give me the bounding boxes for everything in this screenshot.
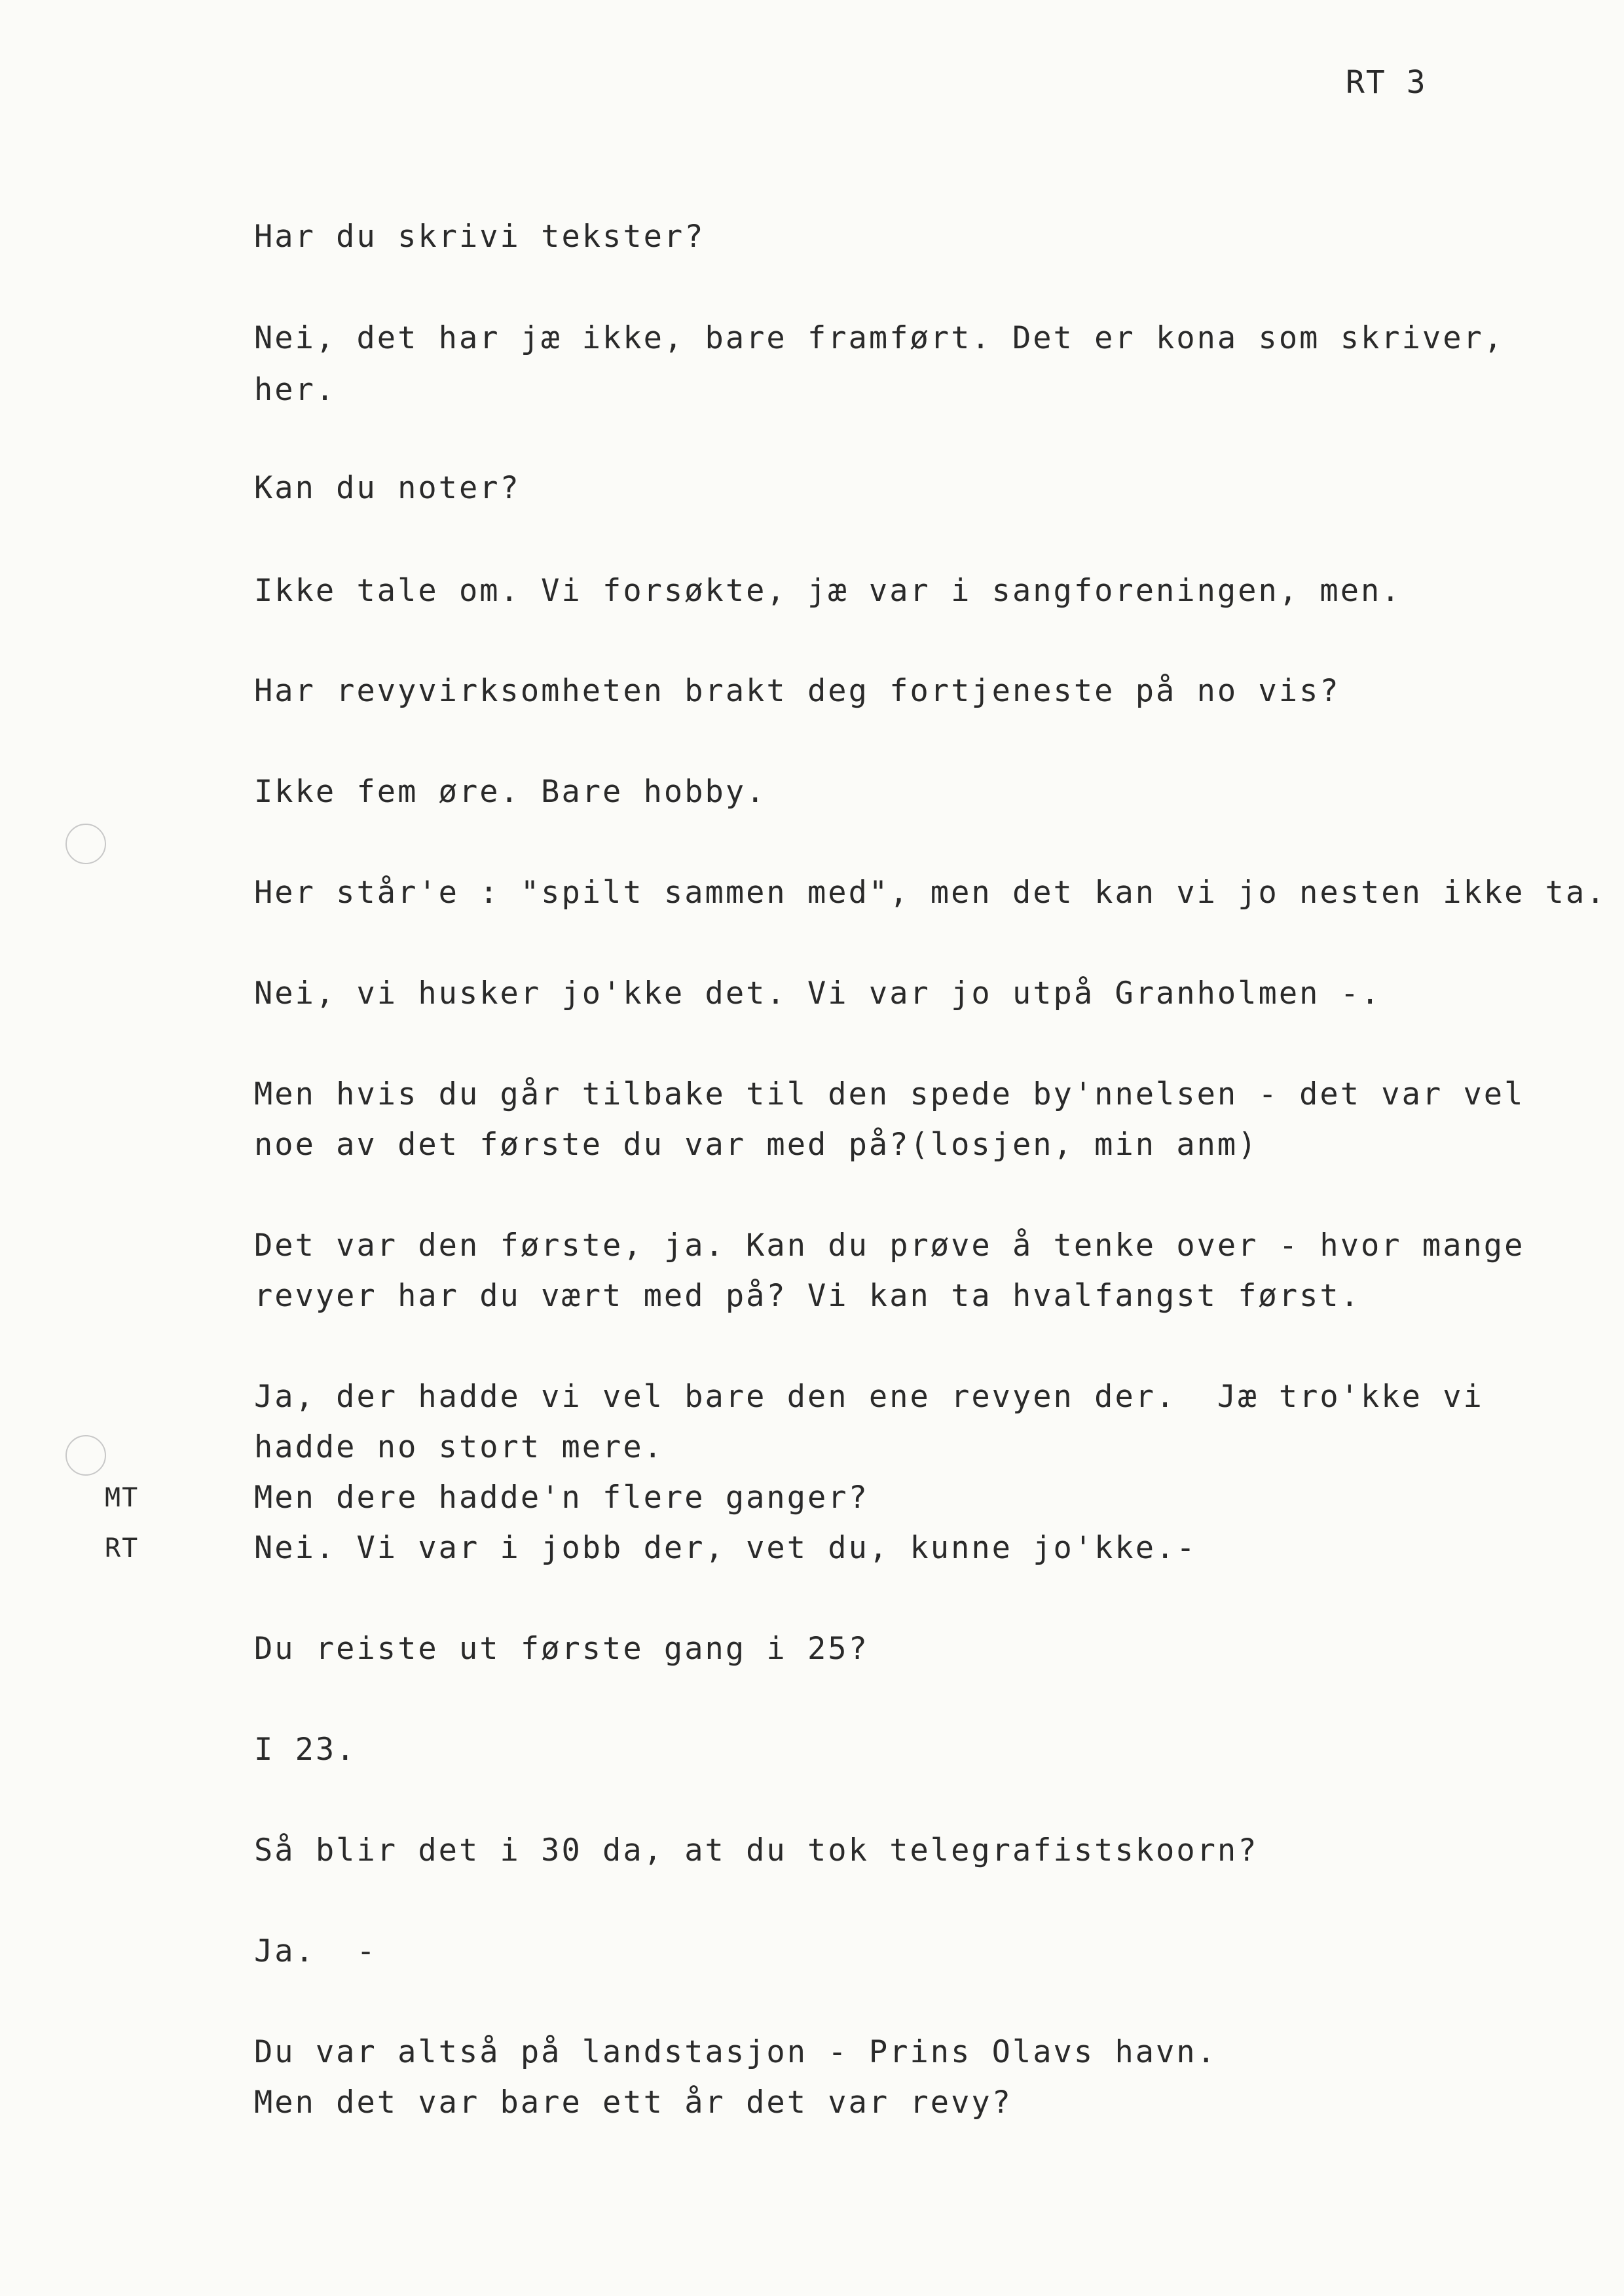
- text-line: Ja, der hadde vi vel bare den ene revyen der. Jæ tro'kke vi: [254, 1379, 1484, 1415]
- text-line: Ikke tale om. Vi forsøkte, jæ var i sangforeningen, men.: [254, 573, 1402, 609]
- text-line: her.: [254, 372, 337, 408]
- text-line: Det var den første, ja. Kan du prøve å tenke over - hvor mange: [254, 1228, 1525, 1264]
- text-line: Nei, det har jæ ikke, bare framført. Det er kona som skriver,: [254, 320, 1505, 356]
- text-line: Men det var bare ett år det var revy?: [254, 2085, 1012, 2121]
- speaker-label-rt: RT: [105, 1533, 139, 1563]
- punch-hole-mark: [65, 1435, 106, 1476]
- text-line: Så blir det i 30 da, at du tok telegrafistskoorn?: [254, 1832, 1259, 1868]
- text-line: Ikke fem øre. Bare hobby.: [254, 774, 767, 810]
- text-line: Kan du noter?: [254, 470, 521, 506]
- page-number: RT 3: [1346, 64, 1427, 101]
- text-line: noe av det første du var med på?(losjen, min anm): [254, 1127, 1259, 1163]
- text-line: I 23.: [254, 1732, 357, 1768]
- text-line: Men hvis du går tilbake til den spede by'nnelsen - det var vel: [254, 1076, 1525, 1112]
- text-line: hadde no stort mere.: [254, 1429, 664, 1465]
- text-line: Du var altså på landstasjon - Prins Olavs havn.: [254, 2034, 1217, 2070]
- text-line: Har du skrivi tekster?: [254, 219, 705, 255]
- text-line: Her står'e : "spilt sammen med", men det kan vi jo nesten ikke ta.: [254, 875, 1607, 911]
- punch-hole-mark: [65, 824, 106, 864]
- text-line: Ja. -: [254, 1933, 377, 1969]
- text-line: Nei, vi husker jo'kke det. Vi var jo utpå Granholmen -.: [254, 975, 1382, 1011]
- text-line: Har revyvirksomheten brakt deg fortjeneste på no vis?: [254, 673, 1340, 709]
- text-line: Nei. Vi var i jobb der, vet du, kunne jo'kke.-: [254, 1530, 1197, 1566]
- text-line: Du reiste ut første gang i 25?: [254, 1631, 869, 1667]
- speaker-label-mt: MT: [105, 1483, 139, 1513]
- text-line: revyer har du vært med på? Vi kan ta hvalfangst først.: [254, 1278, 1361, 1314]
- text-line: Men dere hadde'n flere ganger?: [254, 1480, 869, 1516]
